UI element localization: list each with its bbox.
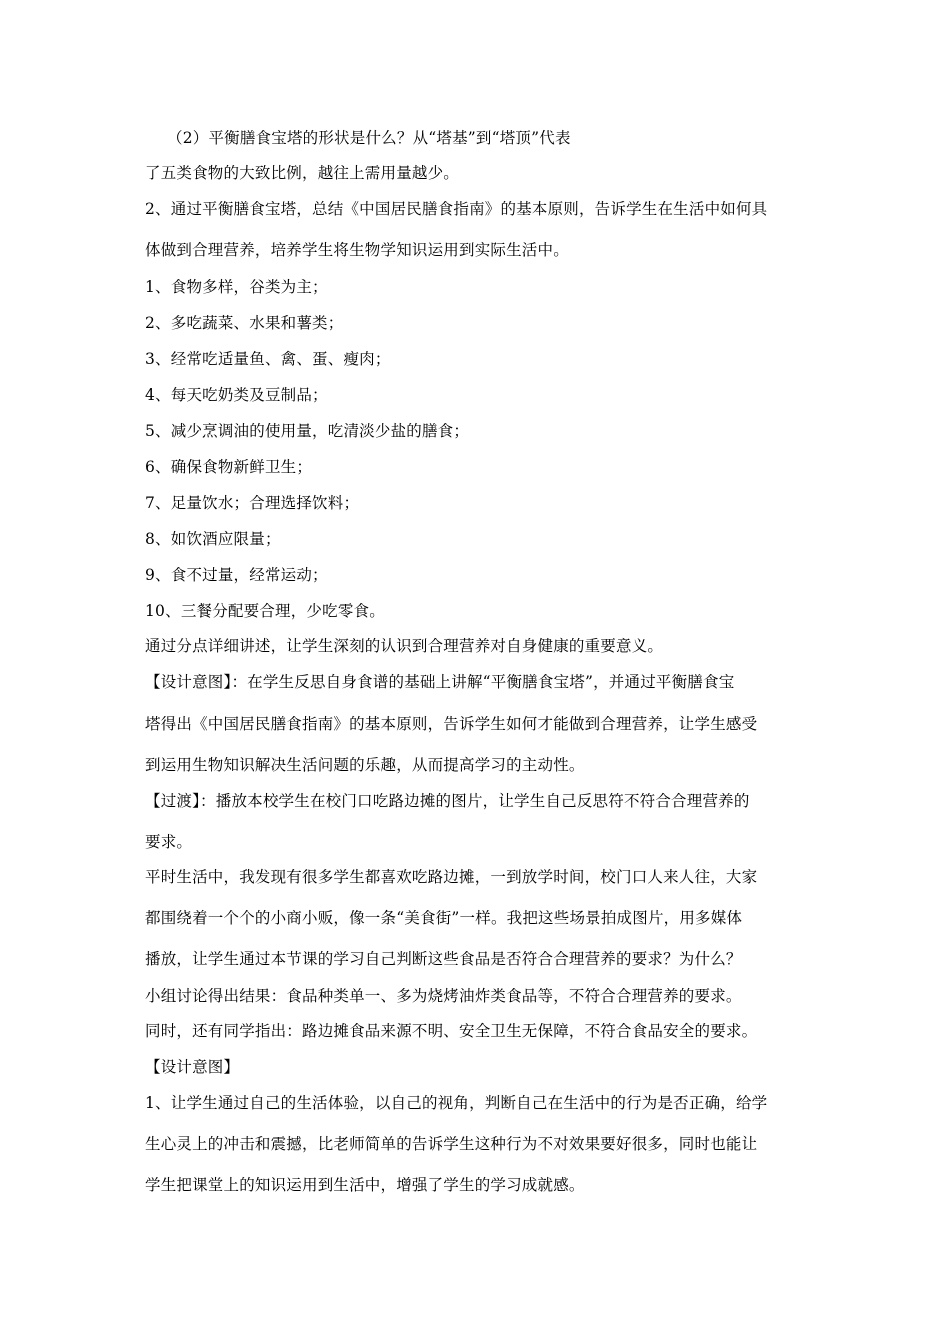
text-line: 【设计意图】：在学生反思自身食谱的基础上讲解“平衡膳食宝塔”，并通过平衡膳食宝 xyxy=(145,673,735,691)
text-line: 都围绕着一个个的小商小贩，像一条“美食街”一样。我把这些场景拍成图片，用多媒体 xyxy=(145,909,743,927)
text-line: 2、通过平衡膳食宝塔，总结《中国居民膳食指南》的基本原则，告诉学生在生活中如何具 xyxy=(145,200,768,218)
list-item: 8、如饮酒应限量； xyxy=(145,530,281,548)
text-line: 播放，让学生通过本节课的学习自己判断这些食品是否符合合理营养的要求？为什么？ xyxy=(145,950,742,968)
list-item: 5、减少烹调油的使用量，吃清淡少盐的膳食； xyxy=(145,422,470,440)
text-line: （2）平衡膳食宝塔的形状是什么？从“塔基”到“塔顶”代表 xyxy=(167,129,571,147)
text-line: 体做到合理营养，培养学生将生物学知识运用到实际生活中。 xyxy=(145,241,569,259)
text-line: 到运用生物知识解决生活问题的乐趣，从而提高学习的主动性。 xyxy=(145,756,585,774)
list-item: 9、食不过量，经常运动； xyxy=(145,566,328,584)
text-line: 通过分点详细讲述，让学生深刻的认识到合理营养对自身健康的重要意义。 xyxy=(145,637,664,655)
list-item: 10、三餐分配要合理，少吃零食。 xyxy=(145,602,385,620)
list-item: 1、食物多样，谷类为主； xyxy=(145,278,328,296)
list-item: 3、经常吃适量鱼、禽、蛋、瘦肉； xyxy=(145,350,391,368)
text-line: 塔得出《中国居民膳食指南》的基本原则，告诉学生如何才能做到合理营养，让学生感受 xyxy=(145,715,758,733)
text-line: 生心灵上的冲击和震撼，比老师简单的告诉学生这种行为不对效果要好很多，同时也能让 xyxy=(145,1135,758,1153)
text-line: 1、让学生通过自己的生活体验，以自己的视角，判断自己在生活中的行为是否正确，给学 xyxy=(145,1094,768,1112)
text-line: 了五类食物的大致比例，越往上需用量越少。 xyxy=(145,164,460,182)
list-item: 6、确保食物新鲜卫生； xyxy=(145,458,313,476)
list-item: 2、多吃蔬菜、水果和薯类； xyxy=(145,314,344,332)
text-line: 学生把课堂上的知识运用到生活中，增强了学生的学习成就感。 xyxy=(145,1176,585,1194)
text-line: 平时生活中，我发现有很多学生都喜欢吃路边摊，一到放学时间，校门口人来人往，大家 xyxy=(145,868,758,886)
text-line: 【设计意图】 xyxy=(145,1058,240,1076)
text-line: 要求。 xyxy=(145,833,193,851)
text-line: 【过渡】：播放本校学生在校门口吃路边摊的图片，让学生自己反思符不符合合理营养的 xyxy=(145,792,750,810)
text-line: 同时，还有同学指出：路边摊食品来源不明、安全卫生无保障，不符合食品安全的要求。 xyxy=(145,1022,758,1040)
list-item: 4、每天吃奶类及豆制品； xyxy=(145,386,328,404)
text-line: 小组讨论得出结果：食品种类单一、多为烧烤油炸类食品等，不符合合理营养的要求。 xyxy=(145,987,742,1005)
list-item: 7、足量饮水；合理选择饮料； xyxy=(145,494,360,512)
